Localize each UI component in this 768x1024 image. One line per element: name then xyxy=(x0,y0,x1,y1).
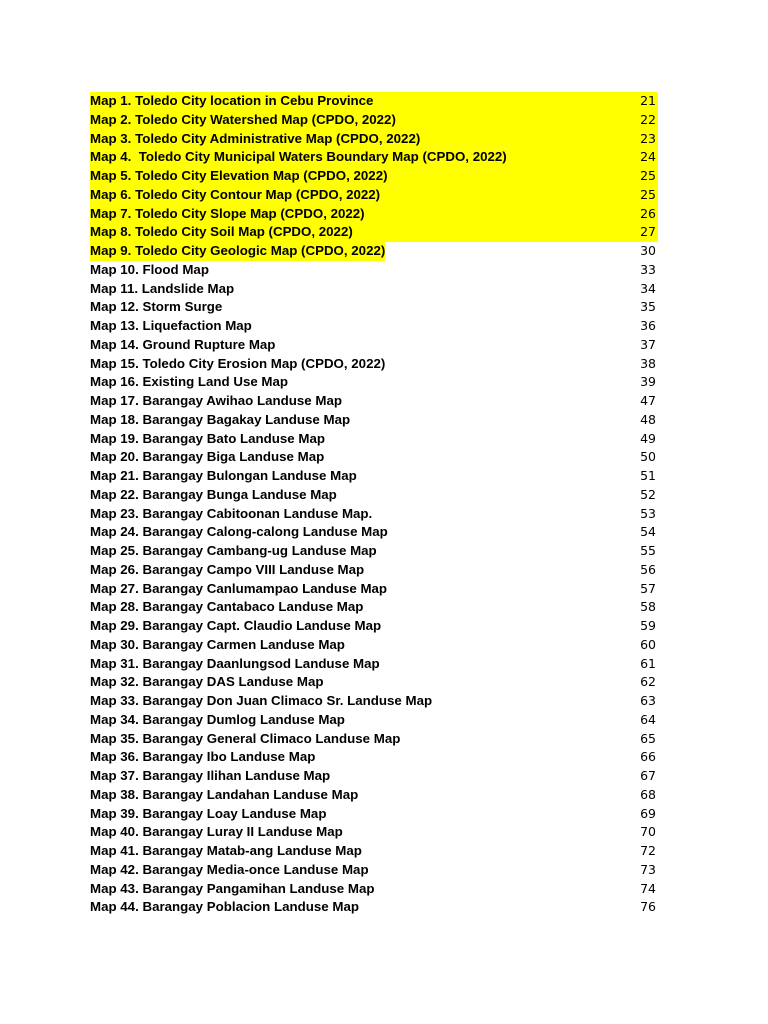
toc-entry-page-number: 65 xyxy=(640,730,656,746)
toc-entry-page-number: 56 xyxy=(640,561,656,577)
toc-entry-title: Map 6. Toledo City Contour Map (CPDO, 2022) xyxy=(90,186,380,205)
toc-entry[interactable] xyxy=(90,280,658,299)
toc-entry[interactable] xyxy=(90,130,658,149)
toc-entry[interactable] xyxy=(90,223,658,242)
toc-entry[interactable] xyxy=(90,467,658,486)
toc-entry-title: Map 12. Storm Surge xyxy=(90,299,223,315)
toc-entry-title: Map 22. Barangay Bunga Landuse Map xyxy=(90,486,337,502)
toc-entry-title: Map 20. Barangay Biga Landuse Map xyxy=(90,449,325,465)
toc-entry-page-number: 48 xyxy=(640,411,656,427)
toc-entry-page-number: 23 xyxy=(640,130,656,146)
toc-entry[interactable] xyxy=(90,448,658,467)
toc-entry-title: Map 11. Landslide Map xyxy=(90,280,235,296)
toc-entry-page-number: 25 xyxy=(640,186,656,202)
toc-entry-title: Map 43. Barangay Pangamihan Landuse Map xyxy=(90,880,375,896)
toc-entry[interactable] xyxy=(90,861,658,880)
toc-entry-page-number: 27 xyxy=(640,224,656,240)
toc-entry[interactable] xyxy=(90,317,658,336)
toc-entry[interactable] xyxy=(90,336,658,355)
toc-entry-page-number: 38 xyxy=(640,355,656,371)
toc-entry-title: Map 14. Ground Rupture Map xyxy=(90,336,276,352)
toc-entry[interactable] xyxy=(90,748,658,767)
toc-entry-title: Map 15. Toledo City Erosion Map (CPDO, 2022) xyxy=(90,355,386,371)
toc-entry-title: Map 8. Toledo City Soil Map (CPDO, 2022) xyxy=(90,223,353,242)
toc-entry[interactable] xyxy=(90,580,658,599)
toc-entry[interactable] xyxy=(90,561,658,580)
toc-entry[interactable] xyxy=(90,92,658,111)
toc-entry[interactable] xyxy=(90,711,658,730)
toc-entry-title: Map 16. Existing Land Use Map xyxy=(90,374,289,390)
toc-entry-title: Map 13. Liquefaction Map xyxy=(90,318,252,333)
toc-entry[interactable] xyxy=(90,786,658,805)
toc-entry-page-number: 52 xyxy=(640,486,656,502)
toc-entry-title: Map 39. Barangay Loay Landuse Map xyxy=(90,805,327,821)
toc-entry-page-number: 72 xyxy=(640,843,656,858)
toc-entry-title: Map 38. Barangay Landahan Landuse Map xyxy=(90,786,359,802)
toc-entry[interactable] xyxy=(90,842,658,861)
toc-entry[interactable] xyxy=(90,767,658,786)
toc-entry-page-number: 26 xyxy=(640,205,656,221)
toc-entry-title: Map 9. Toledo City Geologic Map (CPDO, 2022) xyxy=(90,242,385,261)
toc-entry-title: Map 42. Barangay Media-once Landuse Map xyxy=(90,861,369,877)
toc-entry[interactable] xyxy=(90,242,658,261)
toc-entry-page-number: 63 xyxy=(640,693,656,708)
toc-entry-title: Map 26. Barangay Campo VIII Landuse Map xyxy=(90,561,365,577)
toc-entry-page-number: 25 xyxy=(640,168,656,183)
toc-entry[interactable] xyxy=(90,880,658,899)
toc-entry-page-number: 49 xyxy=(640,430,656,446)
toc-entry-title: Map 31. Barangay Daanlungsod Landuse Map xyxy=(90,655,380,671)
toc-entry-page-number: 22 xyxy=(640,111,656,127)
toc-entry-title: Map 34. Barangay Dumlog Landuse Map xyxy=(90,711,345,727)
toc-entry-title: Map 36. Barangay Ibo Landuse Map xyxy=(90,749,316,765)
toc-entry[interactable] xyxy=(90,355,658,374)
toc-entry-title: Map 1. Toledo City location in Cebu Province xyxy=(90,92,373,111)
toc-entry-page-number: 50 xyxy=(640,449,656,465)
toc-entry-page-number: 53 xyxy=(640,505,656,521)
toc-entry[interactable] xyxy=(90,486,658,505)
toc-entry[interactable] xyxy=(90,430,658,449)
toc-entry-title: Map 30. Barangay Carmen Landuse Map xyxy=(90,636,345,652)
toc-entry-page-number: 47 xyxy=(640,393,656,408)
toc-entry[interactable] xyxy=(90,598,658,617)
toc-entry-page-number: 33 xyxy=(640,261,656,277)
toc-entry-title: Map 21. Barangay Bulongan Landuse Map xyxy=(90,468,357,483)
toc-entry-page-number: 57 xyxy=(640,580,656,596)
toc-entry[interactable] xyxy=(90,505,658,524)
toc-entry-title: Map 41. Barangay Matab-ang Landuse Map xyxy=(90,843,362,858)
toc-entry-title: Map 24. Barangay Calong-calong Landuse Map xyxy=(90,524,388,540)
toc-entry-title: Map 25. Barangay Cambang-ug Landuse Map xyxy=(90,543,377,558)
toc-entry[interactable] xyxy=(90,898,658,917)
toc-entry-title: Map 27. Barangay Canlumampao Landuse Map xyxy=(90,580,388,596)
toc-entry-title: Map 17. Barangay Awihao Landuse Map xyxy=(90,393,342,408)
toc-entry-title: Map 40. Barangay Luray II Landuse Map xyxy=(90,824,343,840)
toc-entry-title: Map 28. Barangay Cantabaco Landuse Map xyxy=(90,599,364,615)
toc-entry[interactable] xyxy=(90,111,658,130)
toc-entry[interactable] xyxy=(90,617,658,636)
toc-entry-page-number: 54 xyxy=(640,524,656,540)
toc-entry[interactable] xyxy=(90,730,658,749)
toc-entry[interactable] xyxy=(90,298,658,317)
toc-entry[interactable] xyxy=(90,148,658,167)
toc-entry-title: Map 4. Toledo City Municipal Waters Boundary Map (CPDO, 2022) xyxy=(90,148,507,167)
toc-entry-page-number: 59 xyxy=(640,618,656,633)
toc-entry-page-number: 74 xyxy=(640,880,656,896)
toc-entry-page-number: 66 xyxy=(640,749,656,765)
toc-entry-page-number: 36 xyxy=(640,318,656,333)
toc-entry-page-number: 76 xyxy=(640,899,656,915)
toc-entry-title: Map 33. Barangay Don Juan Climaco Sr. Landuse Map xyxy=(90,693,433,708)
toc-entry[interactable] xyxy=(90,636,658,655)
toc-entry-page-number: 64 xyxy=(640,711,656,727)
toc-entry-title: Map 10. Flood Map xyxy=(90,261,209,277)
toc-entry[interactable] xyxy=(90,167,658,186)
toc-entry-title: Map 23. Barangay Cabitoonan Landuse Map. xyxy=(90,505,373,521)
toc-entry[interactable] xyxy=(90,392,658,411)
toc-entry[interactable] xyxy=(90,205,658,224)
toc-entry-page-number: 35 xyxy=(640,299,656,315)
toc-entry-title: Map 3. Toledo City Administrative Map (CPDO, 2022) xyxy=(90,130,420,149)
toc-entry-page-number: 37 xyxy=(640,336,656,352)
toc-entry-page-number: 39 xyxy=(640,374,656,390)
toc-entry-title: Map 44. Barangay Poblacion Landuse Map xyxy=(90,899,359,915)
toc-entry[interactable] xyxy=(90,542,658,561)
toc-entry-title: Map 32. Barangay DAS Landuse Map xyxy=(90,674,324,690)
toc-entry-page-number: 62 xyxy=(640,674,656,690)
toc-entry-title: Map 5. Toledo City Elevation Map (CPDO, 2022) xyxy=(90,167,388,186)
toc-entry[interactable] xyxy=(90,655,658,674)
toc-entry[interactable] xyxy=(90,805,658,824)
toc-entry-page-number: 24 xyxy=(640,149,656,165)
toc-entry-title: Map 2. Toledo City Watershed Map (CPDO, 2022) xyxy=(90,111,396,130)
toc-entry-page-number: 21 xyxy=(640,93,656,108)
table-of-maps xyxy=(90,92,658,917)
toc-entry[interactable] xyxy=(90,823,658,842)
toc-entry[interactable] xyxy=(90,523,658,542)
toc-entry-page-number: 51 xyxy=(640,468,656,483)
toc-entry-title: Map 7. Toledo City Slope Map (CPDO, 2022) xyxy=(90,205,365,224)
toc-entry[interactable] xyxy=(90,411,658,430)
toc-entry-page-number: 68 xyxy=(640,786,656,802)
toc-entry-page-number: 58 xyxy=(640,599,656,615)
toc-entry-page-number: 61 xyxy=(640,655,656,671)
toc-entry[interactable] xyxy=(90,373,658,392)
toc-entry-page-number: 67 xyxy=(640,768,656,783)
toc-entry[interactable] xyxy=(90,692,658,711)
toc-entry-page-number: 55 xyxy=(640,543,656,558)
toc-entry-title: Map 35. Barangay General Climaco Landuse Map xyxy=(90,730,401,746)
toc-entry[interactable] xyxy=(90,186,658,205)
toc-entry-title: Map 37. Barangay Ilihan Landuse Map xyxy=(90,768,331,783)
toc-entry-page-number: 73 xyxy=(640,861,656,877)
toc-entry-page-number: 70 xyxy=(640,824,656,840)
toc-entry[interactable] xyxy=(90,261,658,280)
toc-entry-title: Map 18. Barangay Bagakay Landuse Map xyxy=(90,411,351,427)
toc-entry-title: Map 29. Barangay Capt. Claudio Landuse Map xyxy=(90,618,382,633)
toc-entry[interactable] xyxy=(90,673,658,692)
toc-entry-title: Map 19. Barangay Bato Landuse Map xyxy=(90,430,325,446)
toc-entry-page-number: 60 xyxy=(640,636,656,652)
toc-entry-page-number: 30 xyxy=(640,243,656,258)
toc-entry-page-number: 69 xyxy=(640,805,656,821)
toc-entry-page-number: 34 xyxy=(640,280,656,296)
